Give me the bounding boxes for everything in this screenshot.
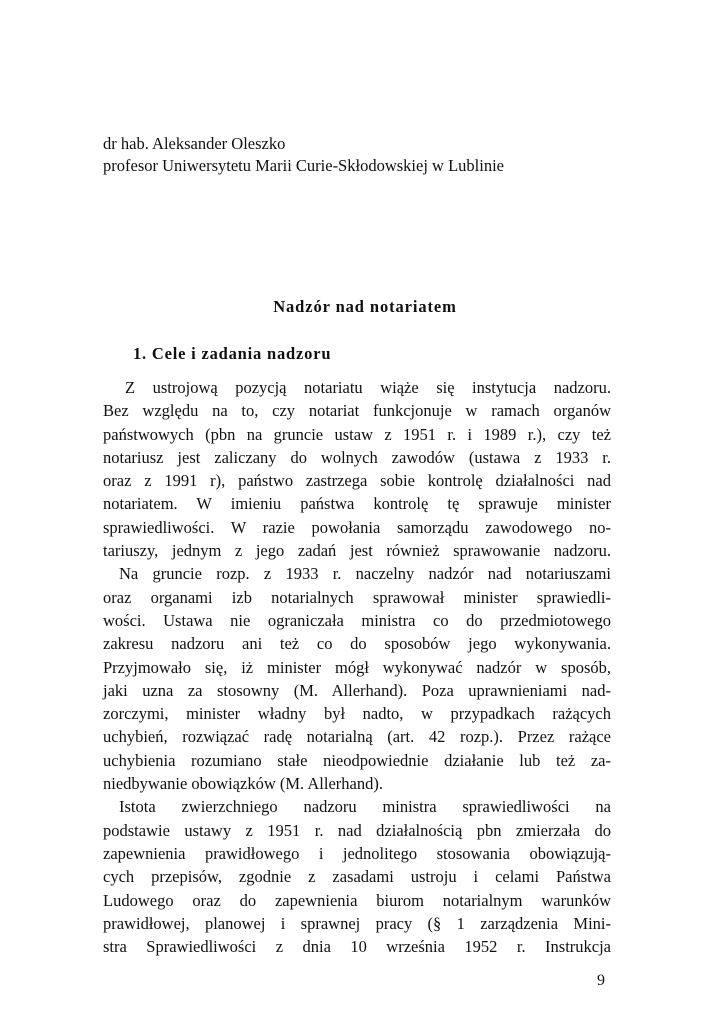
- author-block: [103, 133, 504, 177]
- body-line: uchybień, rozwiązać radę notarialną (art. 42 rozp.). Przez rażące: [103, 727, 611, 747]
- body-line: niedbywanie obowiązków (M. Allerhand).: [103, 774, 383, 794]
- body-line: oraz z 1991 r), państwo zastrzega sobie kontrolę działalności nad: [103, 471, 611, 491]
- body-line: zorczymi, minister władny był nadto, w przypadkach rażących: [103, 704, 611, 724]
- body-line: jaki uzna za stosowny (M. Allerhand). Poza uprawnieniami nad-: [103, 680, 611, 700]
- body-line: państwowych (pbn na gruncie ustaw z 1951 r. i 1989 r.), czy też: [103, 424, 611, 444]
- author-affiliation: profesor Uniwersytetu Marii Curie-Skłodowskiej w Lublinie: [103, 156, 504, 175]
- author-name: dr hab. Aleksander Oleszko: [103, 134, 286, 153]
- body-line: notariatem. W imieniu państwa kontrolę tę sprawuje minister: [103, 494, 611, 514]
- body-line: Na gruncie rozp. z 1933 r. naczelny nadzór nad notariuszami: [119, 564, 611, 584]
- page-number: 9: [597, 972, 605, 989]
- body-line: Ludowego oraz do zapewnienia biurom notarialnym warunków: [103, 890, 611, 910]
- body-line: Z ustrojową pozycją notariatu wiąże się instytucja nadzoru.: [125, 378, 611, 397]
- body-line: Przyjmowało się, iż minister mógł wykonywać nadzór w sposób,: [103, 657, 611, 677]
- body-line: stra Sprawiedliwości z dnia 10 września 1952 r. Instrukcja: [103, 937, 611, 957]
- body-line: Bez względu na to, czy notariat funkcjonuje w ramach organów: [103, 401, 611, 421]
- body-line: zapewnienia prawidłowego i jednolitego stosowania obowiązują-: [103, 843, 611, 863]
- body-line: podstawie ustawy z 1951 r. nad działalnością pbn zmierzała do: [103, 820, 611, 840]
- body-line: tariuszy, jednym z jego zadań jest również sprawowanie nadzoru.: [103, 541, 611, 561]
- body-line: notariusz jest zaliczany do wolnych zawodów (ustawa z 1933 r.: [103, 447, 611, 467]
- body-line: uchybienia rozumiano stałe nieodpowiednie działanie lub też za-: [103, 750, 611, 770]
- article-title: Nadzór nad notariatem: [273, 297, 457, 316]
- body-line: oraz organami izb notarialnych sprawował minister sprawiedli-: [103, 587, 611, 607]
- body-line: zakresu nadzoru ani też co do sposobów jego wykonywania.: [103, 634, 611, 654]
- body-line: cych przepisów, zgodnie z zasadami ustroju i celami Państwa: [103, 867, 611, 887]
- body-line: Istota zwierzchniego nadzoru ministra sprawiedliwości na: [119, 797, 611, 817]
- body-line: sprawiedliwości. W razie powołania samorządu zawodowego no-: [103, 517, 611, 537]
- body-line: wości. Ustawa nie ograniczała ministra co do przedmiotowego: [103, 610, 611, 630]
- body-line: prawidłowej, planowej i sprawnej pracy (§ 1 zarządzenia Mini-: [103, 913, 611, 933]
- section-heading: 1. Cele i zadania nadzoru: [133, 344, 332, 363]
- body-text: [103, 376, 611, 958]
